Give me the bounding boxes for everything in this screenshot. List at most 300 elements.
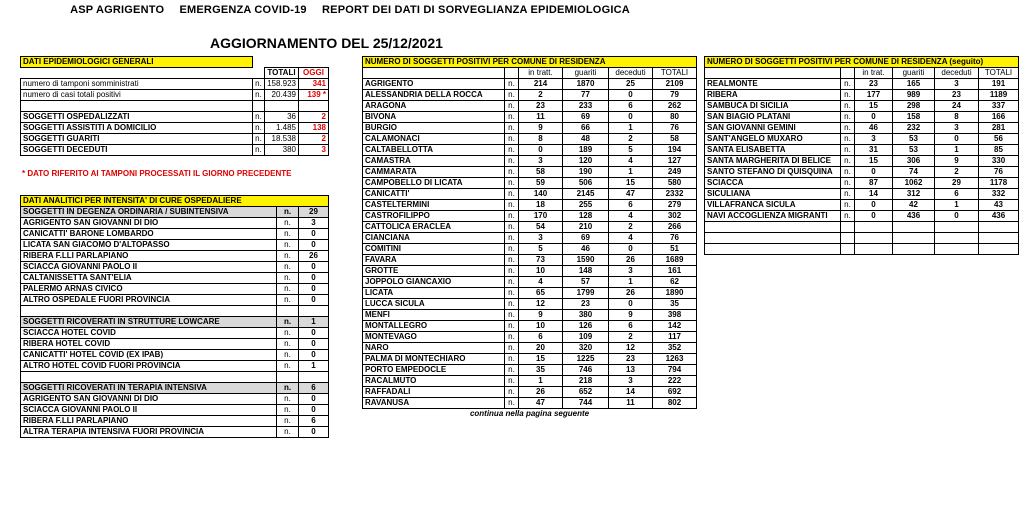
comune-in-tratt: 0 [855,112,893,123]
hospital-care-table [20,195,329,438]
comune-n: n. [505,90,519,101]
comune-totali: 692 [653,387,697,398]
comune-totali: 580 [653,178,697,189]
comune-name: MONTEVAGO [363,332,505,343]
comune-row [363,145,697,156]
comune-in-tratt: 4 [519,277,563,288]
comune-in-tratt: 18 [519,200,563,211]
comune-in-tratt: 47 [519,398,563,409]
comune-n: n. [841,156,855,167]
comune-deceduti: 0 [609,90,653,101]
col-guariti: guariti [563,68,609,79]
spacer-cell [21,372,277,383]
comune-totali: 222 [653,376,697,387]
comune-name: PORTO EMPEDOCLE [363,365,505,376]
comune-n: n. [841,200,855,211]
comune-guariti: 436 [893,211,935,222]
comune-deceduti: 1 [935,145,979,156]
col-totali: TOTALI [979,68,1019,79]
general-row [21,112,329,123]
comune-guariti: 66 [563,123,609,134]
hospital-row [21,427,329,438]
comune-in-tratt: 23 [519,101,563,112]
comune-deceduti: 26 [609,255,653,266]
hospital-row-n: n. [277,394,299,405]
hospital-row-label: ALTRA TERAPIA INTENSIVA FUORI PROVINCIA [21,427,277,438]
comune-deceduti: 1 [609,167,653,178]
hospital-row-n: n. [277,273,299,284]
comune-totali: 352 [653,343,697,354]
comuni-table [362,56,697,419]
section-label: SOGGETTI IN DEGENZA ORDINARIA / SUBINTENSIVA [21,207,277,218]
comune-in-tratt: 54 [519,222,563,233]
comune-n [841,233,855,244]
comune-totali: 802 [653,398,697,409]
general-row-n: n. [253,123,265,134]
comune-deceduti: 12 [609,343,653,354]
hospital-row-n: n. [277,218,299,229]
comune-n: n. [505,343,519,354]
hospital-row-n: n. [277,339,299,350]
comune-totali: 2332 [653,189,697,200]
hospital-row-n: n. [277,328,299,339]
comune-totali: 436 [979,211,1019,222]
general-row [21,145,329,156]
comune-guariti: 380 [563,310,609,321]
comune-n: n. [841,134,855,145]
spacer-cell [277,306,299,317]
comune-in-tratt: 3 [519,233,563,244]
comune-guariti: 189 [563,145,609,156]
comune-row [363,376,697,387]
comune-name: CIANCIANA [363,233,505,244]
comune-row [363,398,697,409]
hospital-row-n: n. [277,416,299,427]
comune-deceduti: 0 [935,211,979,222]
comune-deceduti: 1 [609,277,653,288]
comune-in-tratt: 15 [855,156,893,167]
comune-name: JOPPOLO GIANCAXIO [363,277,505,288]
comune-guariti: 746 [563,365,609,376]
comune-n: n. [841,211,855,222]
hospital-row-value: 3 [299,218,329,229]
report-header [0,4,700,16]
comune-guariti: 320 [563,343,609,354]
general-row-total: 18.538 [265,134,299,145]
comune-totali: 330 [979,156,1019,167]
comune-name: AGRIGENTO [363,79,505,90]
comune-in-tratt: 8 [519,134,563,145]
comune-name: RACALMUTO [363,376,505,387]
comune-n: n. [505,222,519,233]
comune-guariti: 1590 [563,255,609,266]
comune-deceduti: 25 [609,79,653,90]
comune-name: VILLAFRANCA SICULA [705,200,841,211]
comune-totali: 58 [653,134,697,145]
comune-totali: 794 [653,365,697,376]
comune-deceduti: 6 [609,200,653,211]
comune-guariti: 69 [563,233,609,244]
comune-guariti: 77 [563,90,609,101]
comune-name: CAMPOBELLO DI LICATA [363,178,505,189]
general-row-today [299,101,329,112]
comune-row [363,255,697,266]
comune-row [705,167,1019,178]
comune-totali: 62 [653,277,697,288]
hospital-row-value: 6 [299,416,329,427]
comune-in-tratt: 140 [519,189,563,200]
comune-in-tratt: 65 [519,288,563,299]
comune-name: BIVONA [363,112,505,123]
general-row [21,134,329,145]
comune-totali: 262 [653,101,697,112]
general-row-today: 2 [299,134,329,145]
comune-name: SAN BIAGIO PLATANI [705,112,841,123]
comune-in-tratt: 15 [519,354,563,365]
hospital-row-value: 1 [299,361,329,372]
hospital-row-value: 0 [299,328,329,339]
comune-in-tratt: 3 [519,156,563,167]
comune-name: CATTOLICA ERACLEA [363,222,505,233]
comune-name: SANTA MARGHERITA DI BELICE [705,156,841,167]
comune-row [363,321,697,332]
comune-deceduti: 2 [935,167,979,178]
comune-in-tratt: 73 [519,255,563,266]
comune-totali: 337 [979,101,1019,112]
general-note: * DATO RIFERITO AI TAMPONI PROCESSATI IL GIORNO PRECEDENTE [22,169,292,178]
comune-in-tratt: 0 [855,167,893,178]
comune-row [363,123,697,134]
comune-name: CANICATTI' [363,189,505,200]
comune-totali: 51 [653,244,697,255]
hospital-row-label: LICATA SAN GIACOMO D'ALTOPASSO [21,240,277,251]
comune-n: n. [505,398,519,409]
comune-deceduti: 3 [609,376,653,387]
comuni2-title: NUMERO DI SOGGETTI POSITIVI PER COMUNE DI RESIDENZA (seguito) [705,57,1019,68]
comune-in-tratt: 58 [519,167,563,178]
continua-note: continua nella pagina seguente [469,409,590,418]
comune-n: n. [505,255,519,266]
hospital-row-label: CALTANISSETTA SANT'ELIA [21,273,277,284]
general-row-label: numero di casi totali positivi [21,90,253,101]
general-row-total: 158.923 [265,79,299,90]
comune-name: ARAGONA [363,101,505,112]
hospital-row-label: PALERMO ARNAS CIVICO [21,284,277,295]
comune-row [705,156,1019,167]
comune-name: SAN GIOVANNI GEMINI [705,123,841,134]
comune-guariti: 989 [893,90,935,101]
comune-guariti: 190 [563,167,609,178]
comune-totali [979,244,1019,255]
hospital-row-label: ALTRO OSPEDALE FUORI PROVINCIA [21,295,277,306]
comune-guariti: 1062 [893,178,935,189]
comune-in-tratt: 35 [519,365,563,376]
comune-n: n. [841,123,855,134]
hospital-row [21,229,329,240]
comune-deceduti [935,244,979,255]
comune-n: n. [505,332,519,343]
comune-deceduti: 6 [609,101,653,112]
comune-guariti: 255 [563,200,609,211]
spacer-cell [299,306,329,317]
comune-name: MONTALLEGRO [363,321,505,332]
comune-guariti: 210 [563,222,609,233]
hospital-row [21,218,329,229]
comune-n: n. [841,112,855,123]
hospital-row-n: n. [277,229,299,240]
col-oggi: OGGI [299,68,329,79]
hospital-row-label: ALTRO HOTEL COVID FUORI PROVINCIA [21,361,277,372]
comune-row [363,310,697,321]
comune-in-tratt: 9 [519,123,563,134]
comune-in-tratt: 87 [855,178,893,189]
comune-name: PALMA DI MONTECHIARO [363,354,505,365]
comune-row [363,211,697,222]
comune-name: RAFFADALI [363,387,505,398]
comune-n: n. [505,354,519,365]
comune-row [705,222,1019,233]
comune-deceduti: 8 [935,112,979,123]
comune-name: CALAMONACI [363,134,505,145]
comune-in-tratt: 10 [519,266,563,277]
comune-in-tratt: 31 [855,145,893,156]
general-row-today: 2 [299,112,329,123]
general-row-total: 20.439 [265,90,299,101]
hospital-section-header [21,207,329,218]
report-title: REPORT DEI DATI DI SORVEGLIANZA EPIDEMIOLOGICA [322,4,630,16]
comune-n: n. [841,167,855,178]
comune-n: n. [841,189,855,200]
comune-row [705,123,1019,134]
comune-n: n. [505,167,519,178]
col-in-tratt: in tratt. [519,68,563,79]
comune-n: n. [505,123,519,134]
comune-deceduti: 26 [609,288,653,299]
comune-deceduti: 6 [935,189,979,200]
hospital-row-n: n. [277,405,299,416]
comune-in-tratt: 20 [519,343,563,354]
comune-name: SCIACCA [705,178,841,189]
comune-row [363,332,697,343]
hospital-row-value: 0 [299,229,329,240]
comune-name: SANTO STEFANO DI QUISQUINA [705,167,841,178]
hospital-row-n: n. [277,284,299,295]
comune-n: n. [841,101,855,112]
comune-n: n. [505,145,519,156]
emergency-label: EMERGENZA COVID-19 [179,4,307,16]
comune-row [363,189,697,200]
general-row [21,101,329,112]
comune-name: SANTA ELISABETTA [705,145,841,156]
comune-deceduti: 0 [609,244,653,255]
section-n: n. [277,317,299,328]
hospital-row-value: 0 [299,350,329,361]
hospital-row [21,273,329,284]
hospital-row-label: SCIACCA GIOVANNI PAOLO II [21,262,277,273]
comune-guariti: 506 [563,178,609,189]
hospital-row-n: n. [277,361,299,372]
comune-row [705,200,1019,211]
comune-name: REALMONTE [705,79,841,90]
comune-row [363,288,697,299]
comune-row [705,112,1019,123]
comune-guariti: 42 [893,200,935,211]
comune-row [363,200,697,211]
hospital-row [21,251,329,262]
hospital-row-label: CANICATTI' BARONE LOMBARDO [21,229,277,240]
section-value: 6 [299,383,329,394]
general-row-n: n. [253,79,265,90]
hospital-row-value: 0 [299,273,329,284]
comune-row [363,387,697,398]
section-n: n. [277,207,299,218]
comune-deceduti: 0 [935,134,979,145]
comune-in-tratt: 6 [519,332,563,343]
spacer-cell [299,372,329,383]
comune-deceduti: 24 [935,101,979,112]
comune-guariti: 1799 [563,288,609,299]
comune-n: n. [505,156,519,167]
hospital-row [21,405,329,416]
comune-totali: 76 [653,233,697,244]
comune-name: MENFI [363,310,505,321]
comune-row [705,244,1019,255]
comune-deceduti: 9 [935,156,979,167]
comune-deceduti: 47 [609,189,653,200]
comune-row [705,178,1019,189]
comune-row [363,167,697,178]
comune-row [363,299,697,310]
comune-row [363,101,697,112]
comune-totali: 1189 [979,90,1019,101]
general-row-n: n. [253,134,265,145]
comune-row [705,134,1019,145]
hospital-row-value: 0 [299,295,329,306]
hospital-row-value: 0 [299,405,329,416]
hospital-row-value: 0 [299,427,329,438]
comune-in-tratt: 5 [519,244,563,255]
comune-name: ALESSANDRIA DELLA ROCCA [363,90,505,101]
hospital-row-label: AGRIGENTO SAN GIOVANNI DI DIO [21,394,277,405]
comune-guariti [893,233,935,244]
comune-name: RIBERA [705,90,841,101]
general-row-label: SOGGETTI OSPEDALIZZATI [21,112,253,123]
comune-n: n. [505,299,519,310]
section-label: SOGGETTI RICOVERATI IN TERAPIA INTENSIVA [21,383,277,394]
general-row-label: SOGGETTI DECEDUTI [21,145,253,156]
general-row-label [21,101,253,112]
comune-name: SAMBUCA DI SICILIA [705,101,841,112]
section-n: n. [277,383,299,394]
comune-name [705,222,841,233]
general-row-n: n. [253,112,265,123]
comune-totali: 76 [653,123,697,134]
hospital-row-value: 26 [299,251,329,262]
comune-totali: 117 [653,332,697,343]
hospital-row-value: 0 [299,240,329,251]
comune-totali: 142 [653,321,697,332]
general-row-label: numero di tamponi somministrati [21,79,253,90]
comune-guariti: 48 [563,134,609,145]
general-row [21,90,329,101]
hospital-row [21,350,329,361]
comune-guariti: 120 [563,156,609,167]
continua-row [363,409,697,420]
general-row-total [265,101,299,112]
comuni-title: NUMERO DI SOGGETTI POSITIVI PER COMUNE DI RESIDENZA [363,57,697,68]
general-row-today: 341 [299,79,329,90]
comune-row [363,277,697,288]
hospital-row-label: SCIACCA GIOVANNI PAOLO II [21,405,277,416]
comune-n: n. [505,310,519,321]
comune-name: LICATA [363,288,505,299]
comune-guariti: 1870 [563,79,609,90]
general-row [21,123,329,134]
comune-totali: 398 [653,310,697,321]
comune-n: n. [505,79,519,90]
hospital-row-n: n. [277,240,299,251]
general-row-label: SOGGETTI ASSISTITI A DOMICILIO [21,123,253,134]
comune-guariti: 74 [893,167,935,178]
comune-name: CALTABELLOTTA [363,145,505,156]
comune-row [363,134,697,145]
comune-totali: 43 [979,200,1019,211]
col-deceduti: deceduti [609,68,653,79]
comune-row [363,354,697,365]
comune-n: n. [841,90,855,101]
comune-n: n. [505,189,519,200]
comune-in-tratt: 3 [855,134,893,145]
general-row-n [253,101,265,112]
comune-in-tratt: 0 [855,200,893,211]
comune-totali: 166 [979,112,1019,123]
comune-row [705,145,1019,156]
comune-totali: 80 [653,112,697,123]
hospital-row [21,262,329,273]
comune-guariti: 165 [893,79,935,90]
comune-deceduti: 1 [935,200,979,211]
general-row-today: 138 [299,123,329,134]
comune-deceduti: 9 [609,310,653,321]
comune-row [363,178,697,189]
comune-n: n. [505,211,519,222]
comune-totali: 302 [653,211,697,222]
hospital-row-label: RIBERA HOTEL COVID [21,339,277,350]
comune-deceduti: 23 [609,354,653,365]
comune-name [705,244,841,255]
hospital-row-label: CANICATTI' HOTEL COVID (EX IPAB) [21,350,277,361]
comune-deceduti: 2 [609,134,653,145]
comune-guariti: 148 [563,266,609,277]
hospital-section-header [21,317,329,328]
comune-name: FAVARA [363,255,505,266]
comune-deceduti: 15 [609,178,653,189]
comune-n: n. [505,387,519,398]
comune-in-tratt [855,244,893,255]
comune-totali: 191 [979,79,1019,90]
comune-n: n. [841,145,855,156]
comune-deceduti: 5 [609,145,653,156]
general-row-label: SOGGETTI GUARITI [21,134,253,145]
comune-row [705,79,1019,90]
comune-guariti [893,244,935,255]
comune-totali: 249 [653,167,697,178]
hospital-row-value: 0 [299,262,329,273]
comune-totali: 266 [653,222,697,233]
hospital-row [21,339,329,350]
comune-n: n. [505,200,519,211]
hospital-row-label: SCIACCA HOTEL COVID [21,328,277,339]
